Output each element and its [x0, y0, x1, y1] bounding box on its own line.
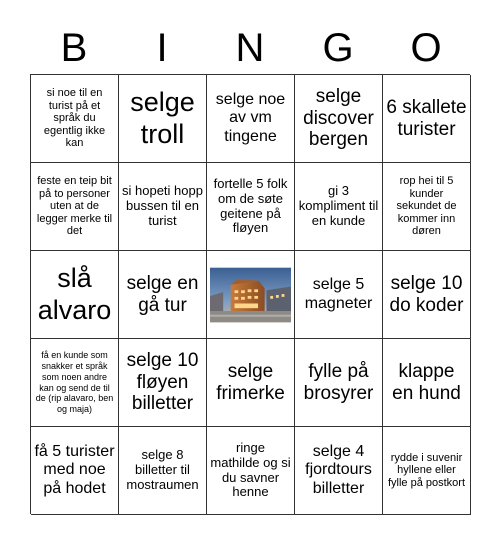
header-letter-o: O — [410, 25, 442, 70]
bingo-cell[interactable]: fylle på brosyrer — [295, 339, 383, 427]
city-building-photo — [210, 266, 291, 324]
bingo-cell[interactable]: selge 4 fjordtours billetter — [295, 427, 383, 515]
bingo-cell[interactable]: feste en teip bit på to personer uten at de legger merke til det — [31, 163, 119, 251]
bingo-cell[interactable]: slå alvaro — [31, 251, 119, 339]
header-letter-n: N — [235, 25, 265, 70]
bingo-cell[interactable]: selge frimerke — [207, 339, 295, 427]
bingo-cell[interactable]: selge discover bergen — [295, 75, 383, 163]
bingo-header — [30, 22, 470, 74]
bingo-cell[interactable]: få 5 turister med noe på hodet — [31, 427, 119, 515]
header-letter-b: B — [60, 25, 88, 70]
bingo-cell[interactable]: få en kunde som snakker et språk som noen andre kan og send de til de (rip alavaro, ben og maja) — [31, 339, 119, 427]
bingo-cell[interactable]: ringe mathilde og si du savner henne — [207, 427, 295, 515]
bingo-cell[interactable]: selge 10 fløyen billetter — [119, 339, 207, 427]
bingo-cell[interactable]: si noe til en turist på et språk du egentlig ikke kan — [31, 75, 119, 163]
bingo-cell[interactable]: gi 3 kompliment til en kunde — [295, 163, 383, 251]
bingo-cell[interactable]: fortelle 5 folk om de søte geitene på fløyen — [207, 163, 295, 251]
free-space-cell[interactable] — [207, 251, 295, 339]
bingo-cell[interactable]: si hopeti hopp bussen til en turist — [119, 163, 207, 251]
bingo-cell[interactable]: rydde i suvenir hyllene eller fylle på postkort — [383, 427, 471, 515]
bingo-cell[interactable]: selge noe av vm tingene — [207, 75, 295, 163]
bingo-cell[interactable]: selge 5 magneter — [295, 251, 383, 339]
bingo-cell[interactable]: selge en gå tur — [119, 251, 207, 339]
bingo-cell[interactable]: klappe en hund — [383, 339, 471, 427]
bingo-cell[interactable]: rop hei til 5 kunder sekundet de kommer inn døren — [383, 163, 471, 251]
bingo-cell[interactable]: 6 skallete turister — [383, 75, 471, 163]
bingo-cell[interactable]: selge troll — [119, 75, 207, 163]
bingo-board — [30, 74, 470, 514]
header-letter-g: G — [322, 25, 354, 70]
header-letter-i: I — [156, 25, 168, 70]
bingo-cell[interactable]: selge 8 billetter til mostraumen — [119, 427, 207, 515]
bingo-cell[interactable]: selge 10 do koder — [383, 251, 471, 339]
